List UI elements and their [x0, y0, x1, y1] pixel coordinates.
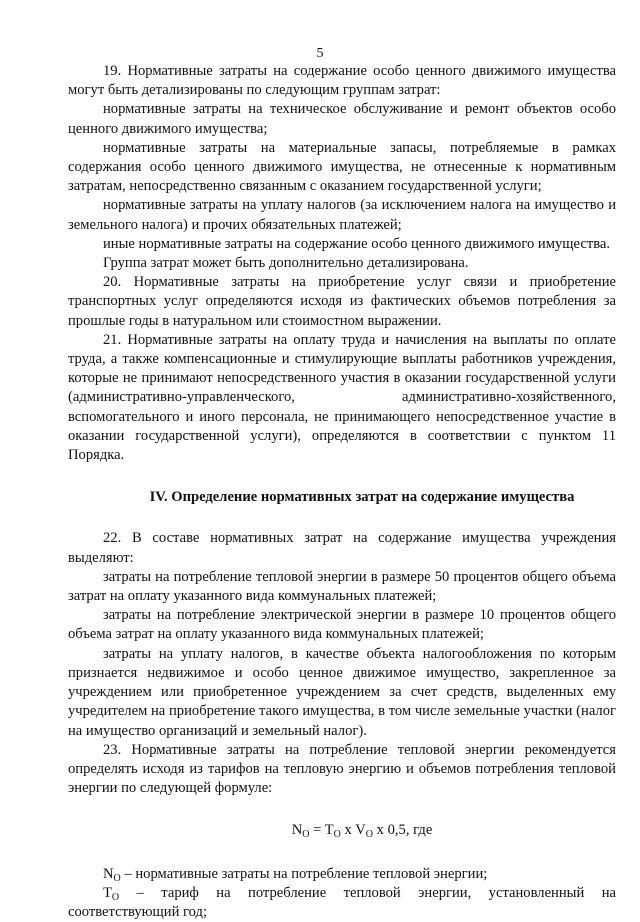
page-number: 5 — [316, 46, 324, 61]
paragraph-22-item-1: затраты на потребление тепловой энергии в размере 50 процентов общего объема затрат на оплату указанного вида коммунальных платежей; — [68, 568, 616, 605]
definition-to — [68, 884, 616, 922]
formula-tail: x 0,5, где — [373, 822, 433, 839]
formula-t-sub: O — [333, 829, 341, 841]
paragraph-19-note: Группа затрат может быть дополнительно детализирована. — [103, 255, 469, 272]
paragraph-22-item-3: затраты на уплату налогов, в качестве объекта налогообложения по которым признается недвижимое и особо ценное движимое имущество, закрепленное за учреждением или приобретенное учреждением за счет средств, выделенных ему учредителем на приобретение такого имущества, в том числе земельные участки (налог на имущество организаций и земельный налог). — [68, 645, 616, 739]
paragraph-22: 22. В составе нормативных затрат на содержание имущества учреждения выделяют: — [68, 530, 616, 566]
paragraph-19-item-3: нормативные затраты на уплату налогов (за исключением налога на имущество и земельного налога) и прочих обязательных платежей; — [68, 197, 616, 233]
definition-to-symbol: T — [103, 884, 112, 901]
section-heading: IV. Определение нормативных затрат на содержание имущества — [149, 489, 575, 506]
formula-v-sub: O — [365, 829, 374, 841]
formula-n-sub: O — [302, 829, 310, 841]
formula-n: N — [291, 822, 303, 839]
formula-v: V — [355, 822, 366, 839]
definition-no-sub: O — [113, 872, 121, 884]
paragraph-21: 21. Нормативные затраты на оплату труда и начисления на выплаты по оплате труда, а также компенсационные и стимулирующие выплаты работников учреждения, которые не принимают непосредственного участия в оказании государственной услуги (административно-управленческого, административно-хозяйственного, вспомогательного и иного персонала, не принимающего непосредственное участие в оказании государственной услуги), определяются в соответствии с пунктом 11 Порядка. — [68, 331, 616, 464]
definition-to-text: – тариф на потребление тепловой энергии, установленный на соответствующий год; — [68, 884, 616, 920]
definition-no-text: – нормативные затраты на потребление тепловой энергии; — [120, 865, 488, 882]
definition-no — [68, 865, 616, 884]
formula-x1: x — [340, 822, 356, 839]
definition-to-sub: O — [111, 891, 120, 903]
formula-eq: = — [309, 822, 325, 839]
paragraph-20: 20. Нормативные затраты на приобретение услуг связи и приобретение транспортных услуг определяются исходя из фактических объемов потребления за прошлые годы в натуральном или стоимостном выражении. — [68, 274, 616, 329]
heat-energy-formula — [68, 821, 616, 840]
formula-t: T — [324, 822, 334, 839]
paragraph-19-item-4: иные нормативные затраты на содержание особо ценного движимого имущества. — [103, 235, 611, 252]
paragraph-23: 23. Нормативные затраты на потребление тепловой энергии рекомендуется определять исходя из тарифов на тепловую энергию и объемов потребления тепловой энергии по следующей формуле: — [68, 741, 616, 797]
paragraph-19-item-1: нормативные затраты на техническое обслуживание и ремонт объектов особо ценного движимого имущества; — [68, 101, 616, 137]
paragraph-22-item-2: затраты на потребление электрической энергии в размере 10 процентов общего объема затрат на оплату указанного вида коммунальных платежей; — [68, 607, 616, 643]
paragraph-19: 19. Нормативные затраты на содержание особо ценного движимого имущества могут быть детализированы по следующим группам затрат: — [68, 63, 616, 99]
definition-no-symbol: N — [103, 865, 114, 882]
document-body — [68, 62, 616, 922]
paragraph-19-item-2: нормативные затраты на материальные запасы, потребляемые в рамках содержания особо ценного движимого имущества, не отнесенные к нормативным затратам, непосредственно связанным с оказанием государственной услуги; — [68, 139, 616, 195]
